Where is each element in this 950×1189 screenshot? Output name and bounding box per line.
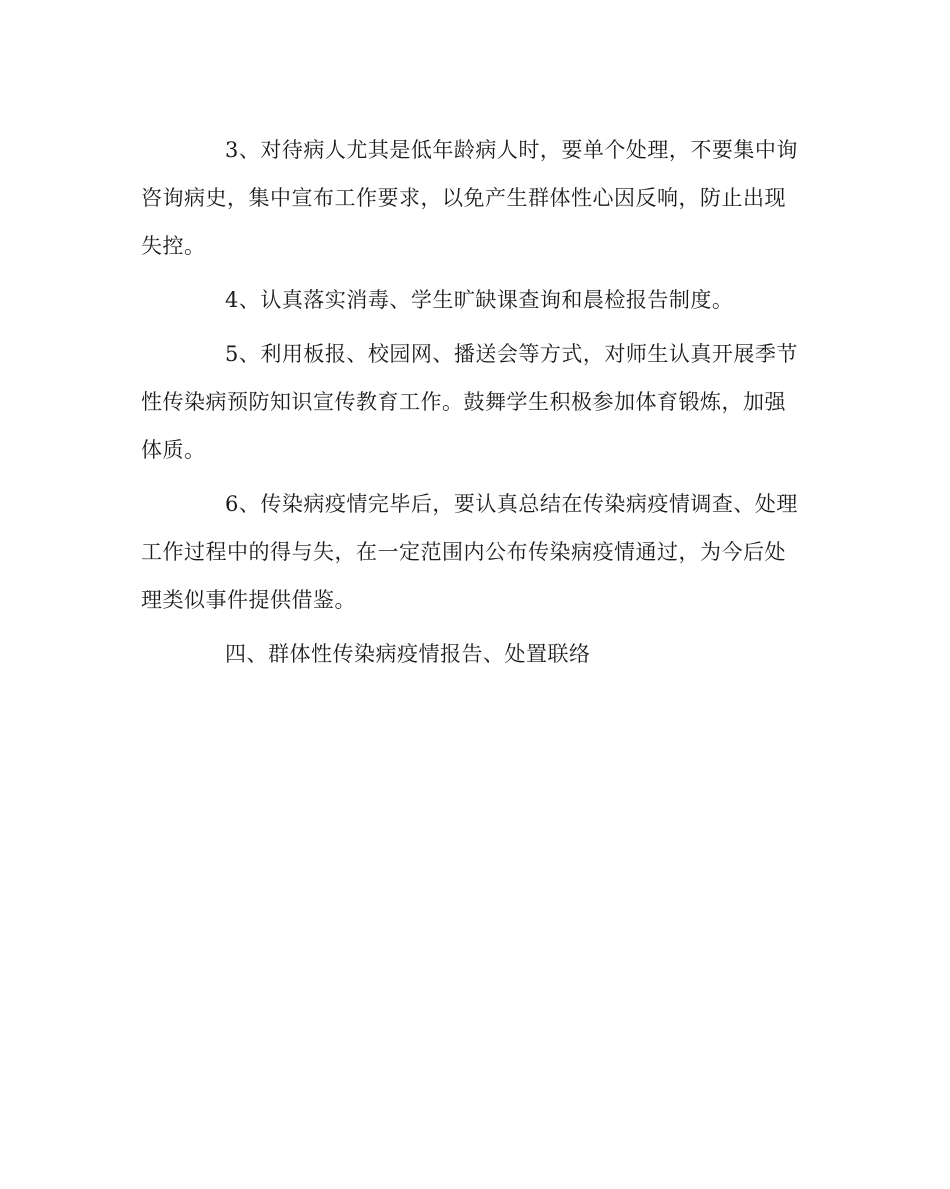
paragraph-line: 6、传染病疫情完毕后，要认真总结在传染病疫情调查、处理 (225, 492, 798, 516)
paragraph-line: 5、利用板报、校园网、播送会等方式，对师生认真开展季节 (225, 342, 798, 366)
paragraph-line: 4、认真落实消毒、学生旷缺课查询和晨检报告制度。 (225, 288, 734, 312)
paragraph-item-6 (141, 480, 805, 624)
section-heading: 四、群体性传染病疫情报告、处置联络 (225, 642, 591, 666)
paragraph-item-5 (141, 330, 805, 474)
document-body (141, 126, 805, 678)
paragraph-item-4 (141, 276, 805, 324)
paragraph-item-3 (141, 126, 805, 270)
paragraph-line: 理类似事件提供借鉴。 (141, 588, 356, 612)
paragraph-line: 性传染病预防知识宣传教育工作。鼓舞学生积极参加体育锻炼，加强 (141, 390, 786, 414)
paragraph-line: 3、对待病人尤其是低年龄病人时，要单个处理，不要集中询 (225, 138, 798, 162)
paragraph-line: 失控。 (141, 234, 206, 258)
paragraph-line: 体质。 (141, 438, 206, 462)
section-heading-4 (141, 630, 805, 678)
paragraph-line: 工作过程中的得与失，在一定范围内公布传染病疫情通过，为今后处 (141, 540, 786, 564)
paragraph-line: 咨询病史，集中宣布工作要求，以免产生群体性心因反响，防止出现 (141, 186, 786, 210)
